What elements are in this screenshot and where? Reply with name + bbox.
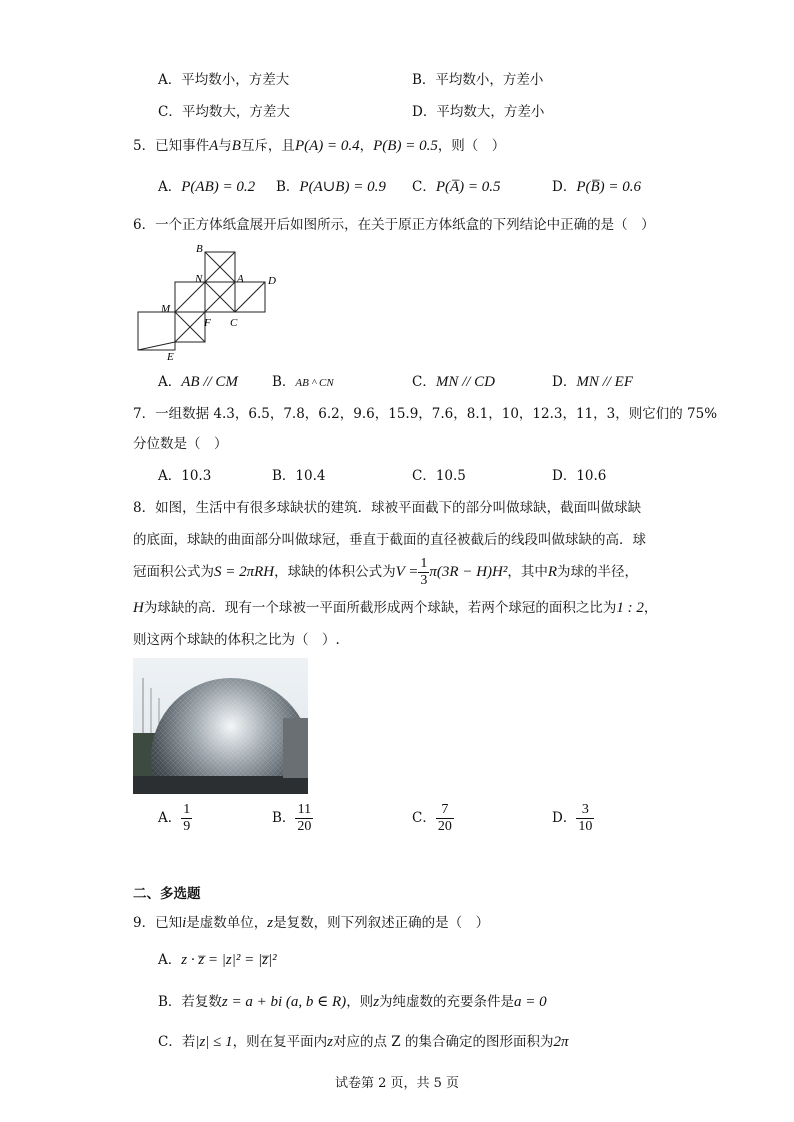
q8-option-c bbox=[412, 802, 454, 835]
q8-formula-v-left: V = bbox=[395, 564, 419, 580]
q5-option-c-expr: P(A̅) = 0.5 bbox=[435, 179, 501, 195]
q7-stem-line2: 分位数是（ ） bbox=[133, 436, 228, 452]
q5-pb: P(B) = 0.5 bbox=[373, 138, 438, 154]
q5-sep: ， bbox=[359, 138, 374, 154]
q5-event-b: B bbox=[231, 138, 241, 154]
q8-option-b-num: 11 bbox=[295, 802, 313, 819]
q9-option-c-expr: |z| ≤ 1 bbox=[195, 1034, 233, 1050]
q9-option-a-label: A． bbox=[158, 952, 182, 968]
q8-line3-a: 冠面积公式为 bbox=[133, 564, 214, 580]
q5-suffix: ，则（ ） bbox=[437, 138, 506, 154]
q9-option-b-z: z bbox=[373, 994, 380, 1010]
q9-option-b-expr: z = a + bi (a, b ∈ R) bbox=[221, 994, 347, 1010]
q6-option-b-label: B． bbox=[272, 374, 296, 390]
q9-stem-c: 是复数，则下列叙述正确的是（ ） bbox=[273, 915, 490, 931]
net-label-b: B bbox=[196, 243, 203, 255]
q8-line3-c: ，其中 bbox=[507, 564, 548, 580]
q5-event-a: A bbox=[209, 138, 219, 154]
q6-option-d-label: D． bbox=[552, 374, 577, 390]
q8-formula-s: S = 2πRH bbox=[214, 564, 275, 580]
net-label-m: M bbox=[161, 303, 171, 315]
q8-line3-d: 为球的半径， bbox=[557, 564, 639, 580]
q8-stem-line5: 则这两个球缺的体积之比为（ ）. bbox=[133, 632, 340, 648]
q8-line4-text: 为球缺的高．现有一个球被一平面所截形成两个球缺，若两个球冠的面积之比为 bbox=[143, 600, 617, 616]
q8-stem-line1: 8．如图，生活中有很多球缺状的建筑．球被平面截下的部分叫做球缺，截面叫做球缺 bbox=[133, 500, 642, 516]
q9-option-c-z: z bbox=[327, 1034, 334, 1050]
q9-option-b-cond: a = 0 bbox=[514, 994, 547, 1010]
q6-option-b-expr: AB ^ CN bbox=[295, 377, 334, 389]
q9-option-a bbox=[158, 948, 277, 969]
q6-option-a-label: A． bbox=[158, 374, 182, 390]
q4-option-b: B．平均数小，方差小 bbox=[412, 72, 544, 88]
q9-symbol-i: i bbox=[182, 915, 187, 931]
q8-stem-line3 bbox=[133, 556, 638, 589]
net-label-d: D bbox=[268, 275, 276, 287]
q8-option-d-den: 10 bbox=[578, 819, 593, 834]
q6-option-c bbox=[412, 370, 495, 391]
q9-symbol-z: z bbox=[267, 915, 274, 931]
q8-line3-b: ，球缺的体积公式为 bbox=[274, 564, 396, 580]
q5-option-b-label: B． bbox=[276, 179, 300, 195]
q5-stem-prefix: 5．已知事件 bbox=[133, 138, 210, 154]
q5-option-d-expr: P(B̅) = 0.6 bbox=[576, 179, 642, 195]
q9-option-b-mid: ，则 bbox=[346, 994, 374, 1010]
q8-option-b bbox=[272, 802, 313, 835]
net-label-c: C bbox=[230, 317, 238, 329]
q8-formula-v-fraction bbox=[418, 556, 429, 589]
q8-option-a-fraction bbox=[181, 802, 192, 835]
net-label-e: E bbox=[167, 351, 174, 363]
q8-option-b-label: B． bbox=[272, 810, 296, 826]
q5-option-a-label: A． bbox=[158, 179, 182, 195]
q8-option-c-label: C． bbox=[412, 810, 436, 826]
q8-ratio: 1 : 2 bbox=[616, 600, 644, 616]
q5-stem-mid1: 与 bbox=[218, 138, 232, 154]
section-title: 二、多选题 bbox=[133, 886, 201, 902]
q9-option-c bbox=[158, 1030, 569, 1051]
q6-stem: 6．一个正方体纸盒展开后如图所示，在关于原正方体纸盒的下列结论中正确的是（ ） bbox=[133, 217, 655, 233]
q8-option-a bbox=[158, 802, 192, 835]
q9-option-c-val: 2π bbox=[553, 1034, 569, 1050]
q8-option-b-fraction bbox=[295, 802, 313, 835]
q6-option-a bbox=[158, 370, 238, 391]
q8-option-d-num: 3 bbox=[576, 802, 594, 819]
q6-option-a-expr: AB // CM bbox=[181, 374, 238, 390]
q8-option-c-fraction bbox=[436, 802, 454, 835]
q6-option-d-expr: MN // EF bbox=[576, 374, 633, 390]
cube-net-figure bbox=[130, 240, 290, 365]
q5-option-d bbox=[552, 175, 641, 196]
net-label-a: A bbox=[237, 273, 244, 285]
q8-option-d-fraction bbox=[576, 802, 594, 835]
q7-option-a: A．10.3 bbox=[158, 468, 212, 484]
q8-symbol-r: R bbox=[547, 564, 558, 580]
q8-option-a-num: 1 bbox=[183, 802, 191, 817]
q5-option-c bbox=[412, 175, 501, 196]
page-footer: 试卷第 2 页，共 5 页 bbox=[334, 1076, 460, 1091]
q8-option-a-den: 9 bbox=[183, 819, 191, 834]
q8-line4-end: ， bbox=[643, 600, 658, 616]
q5-option-b-expr: P(A∪B) = 0.9 bbox=[299, 179, 386, 195]
q5-option-a bbox=[158, 175, 255, 196]
q5-option-d-label: D． bbox=[552, 179, 577, 195]
q8-formula-v-right: π(3R − H)H² bbox=[429, 564, 508, 580]
q9-option-b-end: 为纯虚数的充要条件是 bbox=[379, 994, 515, 1010]
q9-stem bbox=[133, 911, 489, 932]
q6-option-b bbox=[272, 370, 334, 390]
q6-option-c-expr: MN // CD bbox=[435, 374, 496, 390]
net-label-f: F bbox=[204, 317, 211, 329]
net-square-bottom-1 bbox=[138, 312, 175, 350]
q9-option-c-end: 对应的点 Z 的集合确定的图形面积为 bbox=[333, 1034, 554, 1050]
q5-stem-mid2: 互斥，且 bbox=[240, 138, 295, 154]
q9-stem-a: 9．已知 bbox=[133, 915, 183, 931]
q8-stem-line4 bbox=[133, 596, 657, 617]
q9-option-b-label: B．若复数 bbox=[158, 994, 222, 1010]
net-label-n: N bbox=[195, 273, 203, 285]
q7-option-b: B．10.4 bbox=[272, 468, 326, 484]
q9-option-c-mid: ，则在复平面内 bbox=[232, 1034, 328, 1050]
q8-symbol-h: H bbox=[133, 600, 144, 616]
q5-pa: P(A) = 0.4 bbox=[294, 138, 360, 154]
q8-option-a-label: A． bbox=[158, 810, 182, 826]
q8-formula-v-den: 3 bbox=[420, 573, 428, 588]
q6-option-c-label: C． bbox=[412, 374, 436, 390]
q5-option-b bbox=[276, 175, 386, 196]
q8-option-c-num: 7 bbox=[436, 802, 454, 819]
q8-option-b-den: 20 bbox=[297, 819, 312, 834]
q5-option-c-label: C． bbox=[412, 179, 436, 195]
q8-formula-v-num: 1 bbox=[420, 556, 428, 571]
q8-stem-line2: 的底面，球缺的曲面部分叫做球冠，垂直于截面的直径被截后的线段叫做球缺的高．球 bbox=[133, 532, 646, 548]
q4-option-c: C．平均数大，方差大 bbox=[158, 104, 290, 120]
q9-option-a-expr: z · z̅ = |z|² = |z̅|² bbox=[181, 952, 277, 968]
q7-option-d: D．10.6 bbox=[552, 468, 607, 484]
q9-option-b bbox=[158, 990, 547, 1011]
q4-option-a: A．平均数小，方差大 bbox=[158, 72, 290, 88]
q8-option-d bbox=[552, 802, 594, 835]
q5-stem bbox=[133, 134, 505, 155]
q7-option-c: C．10.5 bbox=[412, 468, 466, 484]
q7-stem-line1: 7．一组数据 4.3，6.5，7.8，6.2，9.6，15.9，7.6，8.1，10，12.3，11，3，则它们的 75% bbox=[133, 406, 718, 422]
q8-option-d-label: D． bbox=[552, 810, 577, 826]
q9-stem-b: 是虚数单位， bbox=[186, 915, 268, 931]
q5-option-a-expr: P(AB) = 0.2 bbox=[181, 179, 256, 195]
q9-option-c-label: C．若 bbox=[158, 1034, 196, 1050]
q8-option-c-den: 20 bbox=[437, 819, 452, 834]
q6-option-d bbox=[552, 370, 633, 391]
sphere-building-photo bbox=[133, 658, 308, 794]
q4-option-d: D．平均数大，方差小 bbox=[412, 104, 545, 120]
